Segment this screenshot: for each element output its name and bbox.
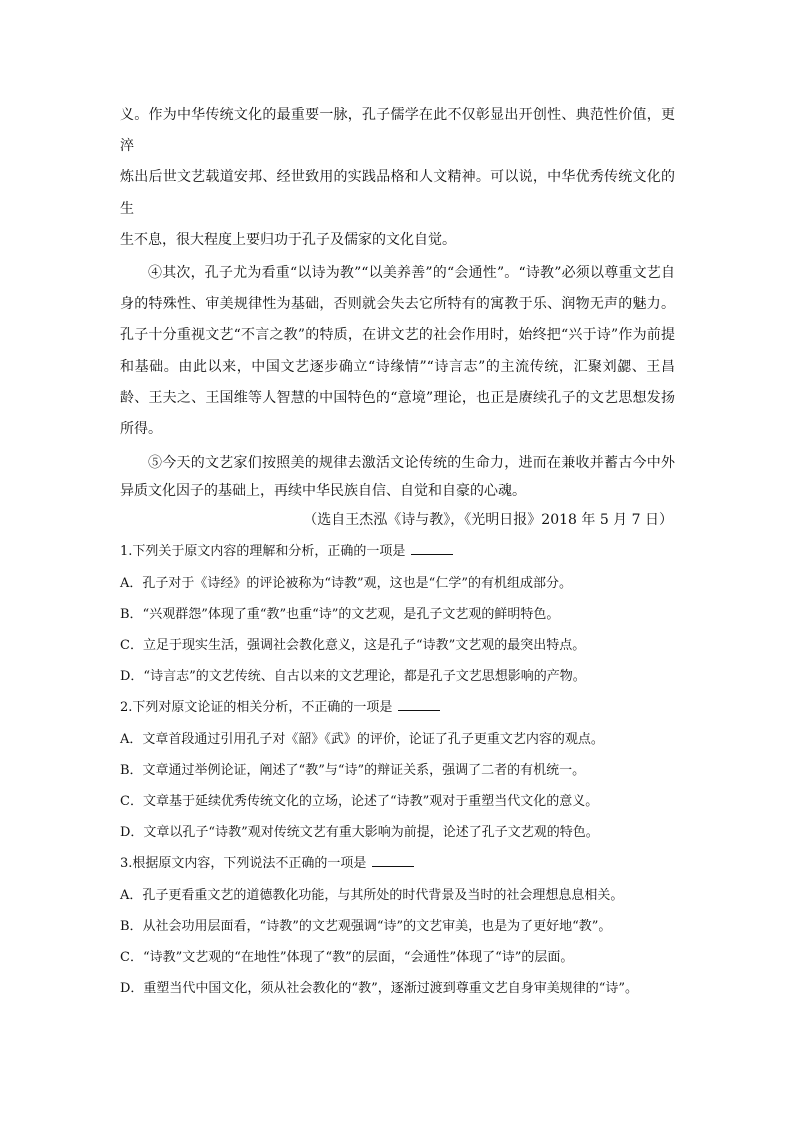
question-1 <box>120 536 675 692</box>
option-d: D．“诗言志”的文艺传统、自古以来的文艺理论，都是孔子文艺思想影响的产物。 <box>120 669 586 685</box>
answer-blank[interactable] <box>372 854 414 867</box>
question-stem-text: 1.下列关于原文内容的理解和分析，正确的一项是 <box>120 544 406 560</box>
question-2 <box>120 692 675 848</box>
option-c: C．文章基于延续优秀传统文化的立场，论述了“诗教”观对于重塑当代文化的意义。 <box>120 794 599 810</box>
paragraph-4: ④其次，孔子尤为看重“以诗为教”“以美养善”的“会通性”。“诗教”必须以尊重文艺自身的特殊性、审美规律性为基础，否则就会失去它所特有的寓教于乐、润物无声的魅力。孔子十分重视文艺“不言之教”的特质，在讲文艺的社会作用时，始终把“兴于诗”作为前提和基础。由此以来，中国文艺逐步确立“诗缘情”“诗言志”的主流传统，汇聚刘勰、王昌龄、王夫之、王国维等人智慧的中国特色的“意境”理论，也正是赓续孔子的文艺思想发扬所得。 <box>120 265 675 438</box>
paragraph-line: 生不息，很大程度上要归功于孔子及儒家的文化自觉。 <box>120 231 456 248</box>
question-stem <box>120 692 675 723</box>
option-c: C．“诗教”文艺观的“在地性”体现了“教”的层面，“会通性”体现了“诗”的层面。 <box>120 950 574 966</box>
paragraph-5: ⑤今天的文艺家们按照美的规律去激活文论传统的生命力，进而在兼收并蓄古今中外异质文化因子的基础上，再续中华民族自信、自觉和自豪的心魂。 <box>120 455 675 500</box>
option-c: C．立足于现实生活，强调社会教化意义，这是孔子“诗教”文艺观的最突出特点。 <box>120 638 586 654</box>
question-stem <box>120 848 675 879</box>
paragraph-line: 炼出后世文艺载道安邦、经世致用的实践品格和人文精神。可以说，中华优秀传统文化的生 <box>120 169 675 217</box>
question-stem <box>120 536 675 567</box>
option-a: A．文章首段通过引用孔子对《韶》《武》的评价，论证了孔子更重文艺内容的观点。 <box>120 731 604 747</box>
answer-blank[interactable] <box>411 542 453 555</box>
question-stem-text: 2.下列对原文论证的相关分析，不正确的一项是 <box>120 700 393 716</box>
continued-paragraph <box>120 100 675 256</box>
source-citation: （选自王杰泓《诗与教》，《光明日报》2018 年 5 月 7 日） <box>303 512 673 529</box>
option-d: D．重塑当代中国文化，须从社会教化的“教”，逐渐过渡到尊重文艺自身审美规律的“诗”。 <box>120 981 639 997</box>
option-a: A．孔子对于《诗经》的评论被称为“诗教”观，这也是“仁学”的有机组成部分。 <box>120 575 572 591</box>
question-stem-text: 3.根据原文内容，下列说法不正确的一项是 <box>120 856 367 872</box>
option-b: B．从社会功用层面看，“诗教”的文艺观强调“诗”的文艺审美，也是为了更好地“教”。 <box>120 918 612 934</box>
option-b: B．“兴观群怨”体现了重“教”也重“诗”的文艺观，是孔子文艺观的鲜明特色。 <box>120 606 560 622</box>
option-d: D．文章以孔子“诗教”观对传统文艺有重大影响为前提，论述了孔子文艺观的特色。 <box>120 825 599 841</box>
option-b: B．文章通过举例论证，阐述了“教”与“诗”的辩证关系，强调了二者的有机统一。 <box>120 762 586 778</box>
document-content <box>120 100 675 1004</box>
question-3 <box>120 848 675 1004</box>
paragraph-line: 义。作为中华传统文化的最重要一脉，孔子儒学在此不仅彰显出开创性、典范性价值，更淬 <box>120 107 675 155</box>
option-a: A．孔子更看重文艺的道德教化功能，与其所处的时代背景及当时的社会理想息息相关。 <box>120 887 624 903</box>
answer-blank[interactable] <box>398 698 440 711</box>
